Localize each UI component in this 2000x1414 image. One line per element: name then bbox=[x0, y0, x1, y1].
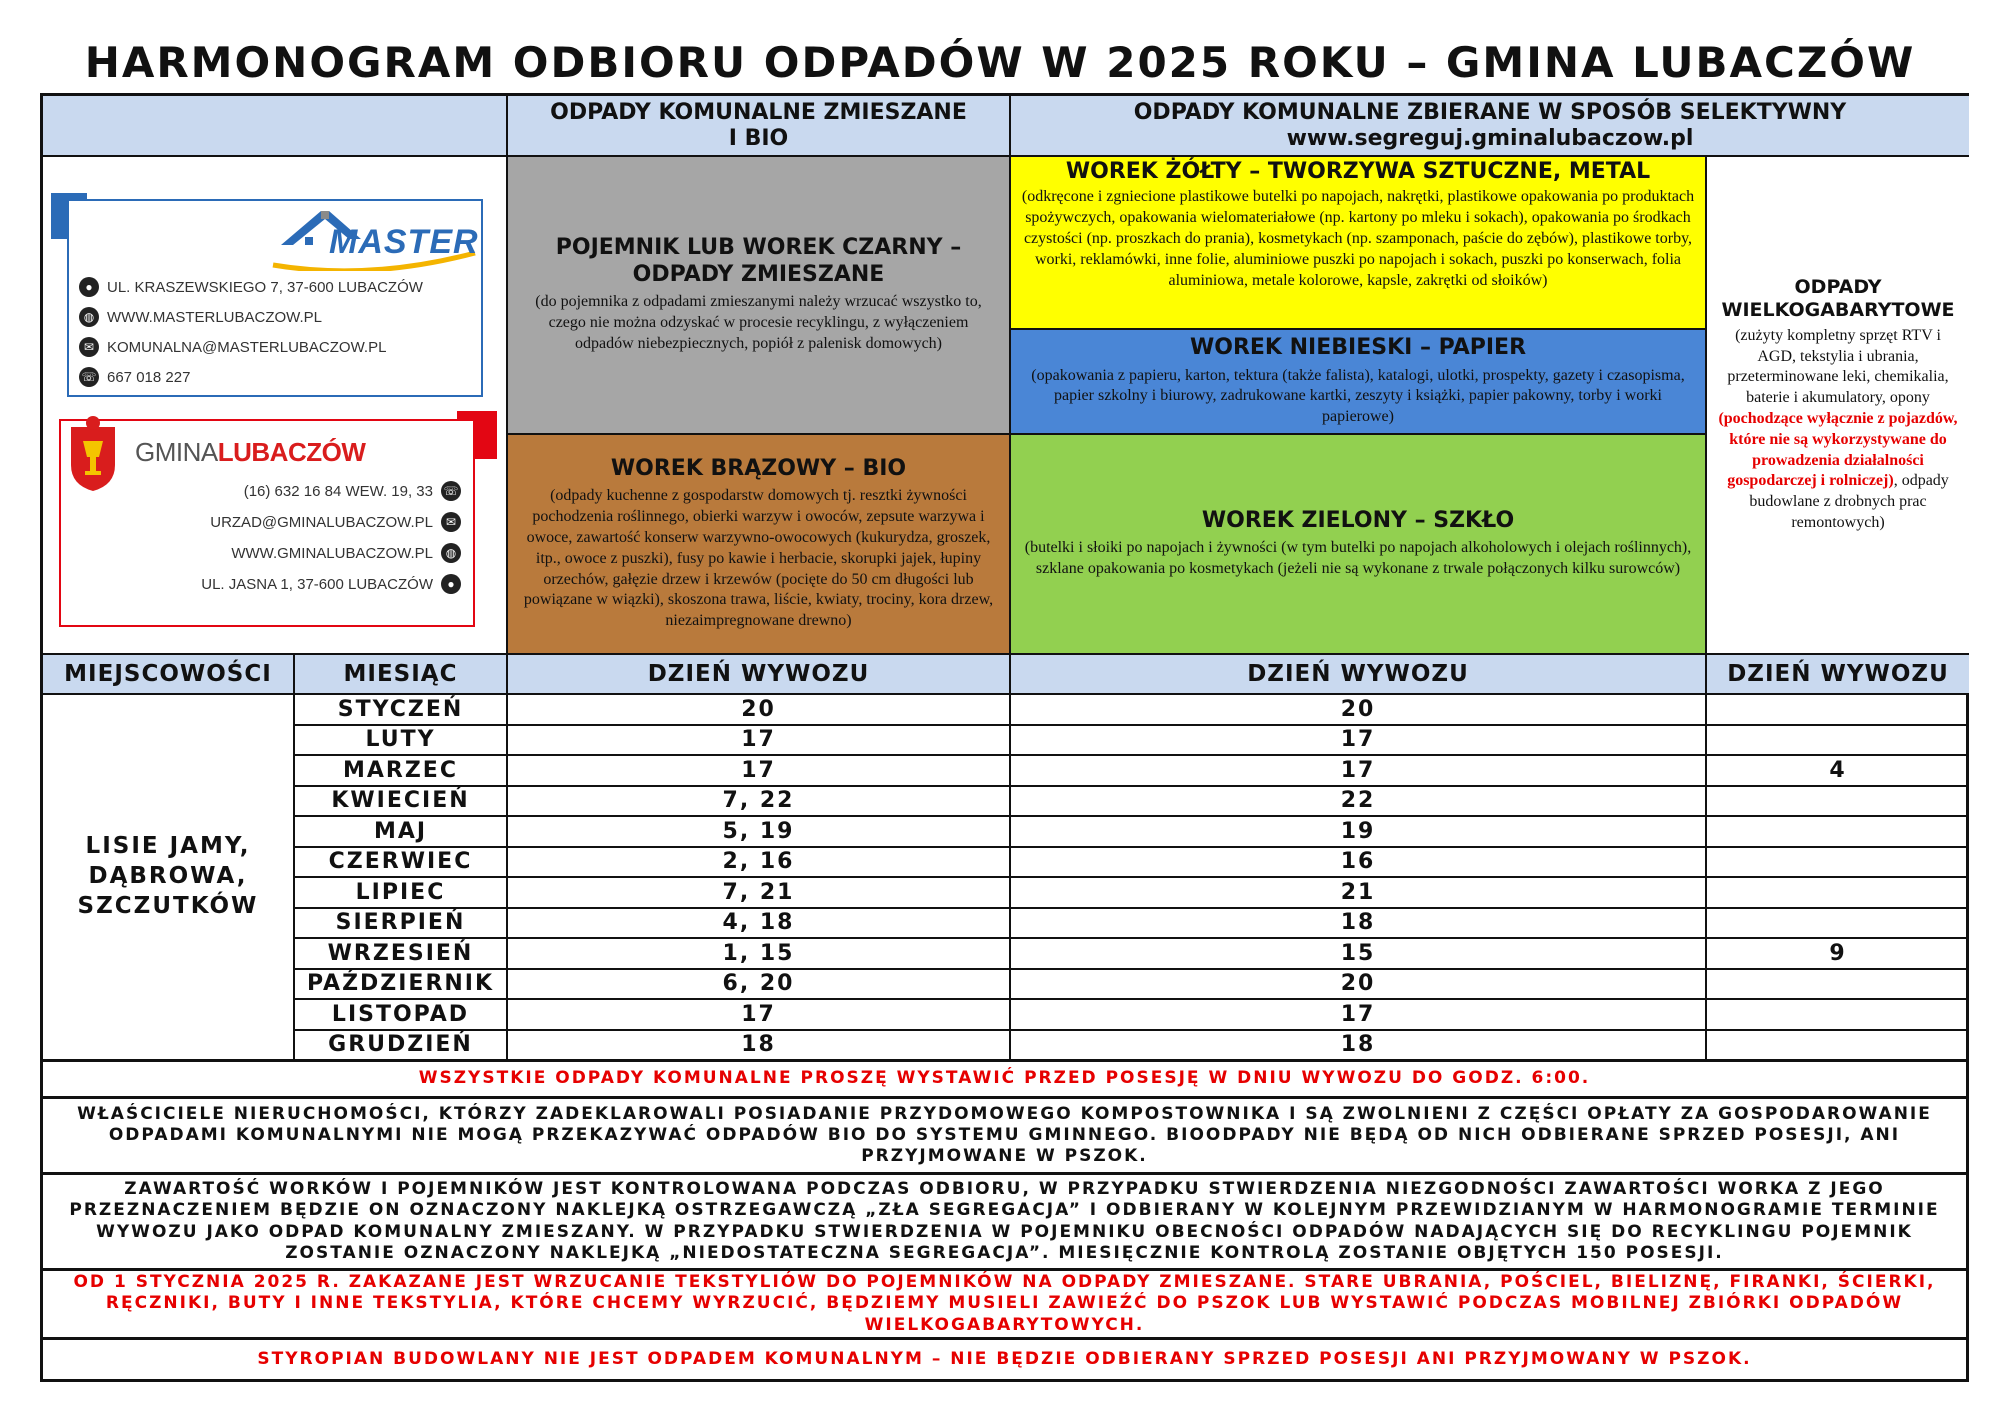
row-month: LISTOPAD bbox=[293, 998, 506, 1029]
row-month: KWIECIEŃ bbox=[293, 785, 506, 816]
gmina-email[interactable]: URZAD@GMINALUBACZOW.PL bbox=[210, 513, 433, 531]
bin-blue-desc: (opakowania z papieru, karton, tektura (także falista), katalogi, ulotki, prospekty, gazety i czasopisma, papier szkolny i biurowy, zadrukowane kartki, zeszyty i książki, papier pakowny, torby i worki papierowe) bbox=[1031, 366, 1685, 426]
bin-green-desc: (butelki i słoiki po napojach i żywności (w tym butelki po napojach alkoholowych i olejach roślinnych), szklane opakowania po kosmetykach (jeżeli nie są wykonane z trwale połączonych kilku surowców) bbox=[1024, 539, 1692, 578]
row-bulky-day bbox=[1705, 846, 1969, 877]
row-selective-day: 17 bbox=[1009, 754, 1705, 785]
master-address-row bbox=[79, 277, 423, 297]
mail-icon: ✉ bbox=[79, 337, 99, 357]
col-day-selective: DZIEŃ WYWOZU bbox=[1009, 653, 1705, 693]
gmina-email-row[interactable] bbox=[210, 512, 461, 532]
note-compost: WŁAŚCICIELE NIERUCHOMOŚCI, KTÓRZY ZADEKLAROWALI POSIADANIE PRZYDOMOWEGO KOMPOSTOWNIKA I SĄ ZWOLNIENI Z CZĘŚCI OPŁATY ZA GOSPODAROWANIE ODPADAMI KOMUNALNYMI NIE MOGĄ PRZEKAZYWAĆ ODPADÓW BIO DO SYSTEMU GMINNEGO. BIOODPADY NIE BĘDĄ OD NICH ODBIERANE SPRZED POSESJI, ANI PRZYJMOWANE W PSZOK. bbox=[43, 1096, 1966, 1172]
bin-bulky-red: (pochodzące wyłącznie z pojazdów, które nie są wykorzystywane do prowadzenia działalności gospodarczej i rolniczej) bbox=[1718, 410, 1958, 490]
phone-icon: ☏ bbox=[441, 481, 461, 501]
row-bulky-day bbox=[1705, 998, 1969, 1029]
master-brand: MASTER bbox=[329, 223, 479, 261]
master-email-row[interactable] bbox=[79, 337, 423, 357]
gmina-website-row[interactable] bbox=[231, 543, 461, 563]
row-selective-day: 18 bbox=[1009, 1029, 1705, 1060]
row-bulky-day: 4 bbox=[1705, 754, 1969, 785]
header-selective-line1: ODPADY KOMUNALNE ZBIERANE W SPOSÓB SELEKTYWNY bbox=[1133, 100, 1847, 126]
row-month: SIERPIEŃ bbox=[293, 907, 506, 938]
globe-icon: ◍ bbox=[441, 543, 461, 563]
gmina-crest-icon bbox=[65, 413, 121, 493]
bin-bulky-desc2: , odpady budowlane z drobnych prac remontowych) bbox=[1749, 472, 1949, 531]
bin-black-title: POJEMNIK LUB WOREK CZARNY – ODPADY ZMIESZANE bbox=[555, 235, 962, 287]
schedule-table bbox=[40, 93, 1969, 1382]
note-control: ZAWARTOŚĆ WORKÓW I POJEMNIKÓW JEST KONTROLOWANA PODCZAS ODBIORU, W PRZYPADKU STWIERDZENIA NIEZGODNOŚCI ZAWARTOŚCI WORKA Z JEGO PRZEZNACZENIEM BĘDZIE ON OZNACZONY NAKLEJKĄ OSTRZEGAWCZĄ „ZŁA SEGREGACJA” I ODBIERANY W KOLEJNYM PRZEWIDZIANYM W HARMONOGRAMIE TERMINIE WYWOZU JAKO ODPAD KOMUNALNY ZMIESZANY. W PRZYPADKU STWIERDZENIA W POJEMNIKU OBECNOŚCI ODPADÓW NADAJĄCYCH SIĘ DO RECYKLINGU POJEMNIK ZOSTANIE OZNACZONY NAKLEJKĄ „NIEDOSTATECZNA SEGREGACJA”. MIESIĘCZNIE KONTROLĄ ZOSTANIE OBJĘTYCH 150 POSESJI. bbox=[43, 1172, 1966, 1268]
row-bulky-day bbox=[1705, 815, 1969, 846]
master-email[interactable]: KOMUNALNA@MASTERLUBACZOW.PL bbox=[107, 338, 387, 356]
gmina-name-b: LUBACZÓW bbox=[217, 437, 366, 467]
row-month: LIPIEC bbox=[293, 876, 506, 907]
header-mixed bbox=[506, 96, 1009, 155]
bin-yellow-desc: (odkręcone i zgniecione plastikowe butelki po napojach, nakrętki, plastikowe opakowania po produktach spożywczych, opakowania wielomateriałowe (np. kartony po mleku i sokach), opakowania po środkach czystości (np. proszkach do prania), kosmetykach (np. szamponach, paście do zębów), plastikowe torby, worki, reklamówki, inne folie, aluminiowe puszki po napojach i sokach, puszki po konserwach, folia aluminiowa, metale kolorowe, kapsle, zakrętki od słoików) bbox=[1021, 188, 1695, 289]
col-day-mixed: DZIEŃ WYWOZU bbox=[506, 653, 1009, 693]
bin-blue-title: WOREK NIEBIESKI – PAPIER bbox=[1189, 335, 1527, 361]
row-mixed-day: 7, 22 bbox=[506, 785, 1009, 816]
bin-green bbox=[1009, 433, 1705, 653]
row-selective-day: 22 bbox=[1009, 785, 1705, 816]
gmina-phone: (16) 632 16 84 WEW. 19, 33 bbox=[243, 482, 433, 500]
row-selective-day: 17 bbox=[1009, 998, 1705, 1029]
logo-area bbox=[43, 155, 506, 653]
row-month: WRZESIEŃ bbox=[293, 937, 506, 968]
row-selective-day: 20 bbox=[1009, 693, 1705, 724]
location-pin-icon: ● bbox=[79, 277, 99, 297]
gmina-name bbox=[135, 437, 365, 468]
header-mixed-line2: I BIO bbox=[728, 125, 789, 151]
header-empty bbox=[43, 96, 506, 155]
bin-bulky-title: ODPADY WIELKOGABARYTOWE bbox=[1721, 276, 1955, 322]
gmina-address: UL. JASNA 1, 37-600 LUBACZÓW bbox=[201, 575, 433, 593]
row-mixed-day: 20 bbox=[506, 693, 1009, 724]
row-month: LUTY bbox=[293, 724, 506, 755]
phone-icon: ☏ bbox=[79, 367, 99, 387]
row-mixed-day: 6, 20 bbox=[506, 968, 1009, 999]
bin-yellow bbox=[1009, 155, 1705, 328]
col-places: MIEJSCOWOŚCI bbox=[43, 653, 293, 693]
mail-icon: ✉ bbox=[441, 512, 461, 532]
row-bulky-day bbox=[1705, 968, 1969, 999]
row-selective-day: 19 bbox=[1009, 815, 1705, 846]
row-month: PAŹDZIERNIK bbox=[293, 968, 506, 999]
row-month: GRUDZIEŃ bbox=[293, 1029, 506, 1060]
row-month: MAJ bbox=[293, 815, 506, 846]
col-day-bulky: DZIEŃ WYWOZU bbox=[1705, 653, 1969, 693]
row-mixed-day: 7, 21 bbox=[506, 876, 1009, 907]
row-mixed-day: 17 bbox=[506, 754, 1009, 785]
header-mixed-line1: ODPADY KOMUNALNE ZMIESZANE bbox=[550, 100, 967, 126]
master-phone-row bbox=[79, 367, 423, 387]
page-title: HARMONOGRAM ODBIORU ODPADÓW W 2025 ROKU – GMINA LUBACZÓW bbox=[84, 38, 1916, 87]
row-mixed-day: 18 bbox=[506, 1029, 1009, 1060]
gmina-website[interactable]: WWW.GMINALUBACZOW.PL bbox=[231, 544, 433, 562]
master-website[interactable]: WWW.MASTERLUBACZOW.PL bbox=[107, 308, 323, 326]
row-bulky-day: 9 bbox=[1705, 937, 1969, 968]
master-address: UL. KRASZEWSKIEGO 7, 37-600 LUBACZÓW bbox=[107, 278, 423, 296]
location-pin-icon: ● bbox=[441, 574, 461, 594]
gmina-name-a: GMINA bbox=[135, 437, 218, 467]
gmina-card bbox=[59, 419, 475, 627]
row-mixed-day: 1, 15 bbox=[506, 937, 1009, 968]
bin-black bbox=[506, 155, 1009, 433]
bin-blue bbox=[1009, 328, 1705, 433]
row-bulky-day bbox=[1705, 1029, 1969, 1060]
note-textiles: OD 1 STYCZNIA 2025 R. ZAKAZANE JEST WRZUCANIE TEKSTYLIÓW DO POJEMNIKÓW NA ODPADY ZMIESZANE. STARE UBRANIA, POŚCIEL, BIELIZNĘ, FIRANKI, ŚCIERKI, RĘCZNIKI, BUTY I INNE TEKSTYLIA, KTÓRE CHCEMY WYRZUCIĆ, BĘDZIEMY MUSIELI ZAWIEŹĆ DO PSZOK LUB WYSTAWIĆ PODCZAS MOBILNEJ ZBIÓRKI ODPADÓW WIELKOGABARYTOWYCH. bbox=[43, 1268, 1966, 1337]
header-selective bbox=[1009, 96, 1969, 155]
master-logo bbox=[269, 207, 479, 271]
row-selective-day: 18 bbox=[1009, 907, 1705, 938]
row-selective-day: 21 bbox=[1009, 876, 1705, 907]
row-month: STYCZEŃ bbox=[293, 693, 506, 724]
master-website-row[interactable] bbox=[79, 307, 423, 327]
row-mixed-day: 5, 19 bbox=[506, 815, 1009, 846]
bin-brown-title: WOREK BRĄZOWY – BIO bbox=[610, 456, 907, 482]
master-phone: 667 018 227 bbox=[107, 368, 191, 386]
row-month: CZERWIEC bbox=[293, 846, 506, 877]
header-selective-url[interactable]: www.segreguj.gminalubaczow.pl bbox=[1286, 125, 1694, 151]
globe-icon: ◍ bbox=[79, 307, 99, 327]
note-styrofoam: STYROPIAN BUDOWLANY NIE JEST ODPADEM KOMUNALNYM – NIE BĘDZIE ODBIERANY SPRZED POSESJI ANI PRZYJMOWANY W PSZOK. bbox=[43, 1337, 1966, 1379]
row-month: MARZEC bbox=[293, 754, 506, 785]
bin-bulky bbox=[1705, 155, 1969, 653]
row-bulky-day bbox=[1705, 785, 1969, 816]
row-mixed-day: 2, 16 bbox=[506, 846, 1009, 877]
row-mixed-day: 4, 18 bbox=[506, 907, 1009, 938]
bin-brown bbox=[506, 433, 1009, 653]
bin-bulky-desc1: (zużyty kompletny sprzęt RTV i AGD, tekstylia i ubrania, przeterminowane leki, chemikalia, baterie i akumulatory, opony bbox=[1727, 326, 1949, 407]
bin-yellow-title: WOREK ŻÓŁTY – TWORZYWA SZTUCZNE, METAL bbox=[1065, 159, 1651, 184]
row-mixed-day: 17 bbox=[506, 998, 1009, 1029]
bin-bulky-desc bbox=[1717, 326, 1959, 534]
bin-green-title: WOREK ZIELONY – SZKŁO bbox=[1201, 508, 1515, 533]
row-selective-day: 17 bbox=[1009, 724, 1705, 755]
row-selective-day: 20 bbox=[1009, 968, 1705, 999]
bin-brown-desc: (odpady kuchenne z gospodarstw domowych tj. resztki żywności pochodzenia roślinnego, obierki warzyw i owoców, zepsute warzywa i owoce, zawartość konserw warzywno-owocowych (kukurydza, groszek, itp., owoce z puszki), fusy po kawie i herbacie, skorupki jajek, łupiny orzechów, gałęzie drzew i krzewów (pocięte do 50 cm długości lub powiązane w wiązki), skoszona trawa, liście, kwiaty, trociny, kora drzew, niezaimpregnowane drewno) bbox=[523, 487, 994, 630]
gmina-address-row bbox=[201, 574, 461, 594]
row-bulky-day bbox=[1705, 693, 1969, 724]
master-card bbox=[67, 199, 483, 397]
row-bulky-day bbox=[1705, 724, 1969, 755]
row-selective-day: 15 bbox=[1009, 937, 1705, 968]
gmina-phone-row bbox=[244, 481, 461, 501]
col-month: MIESIĄC bbox=[293, 653, 506, 693]
bin-black-desc: (do pojemnika z odpadami zmieszanymi należy wrzucać wszystko to, czego nie można odzyskać w procesie recyklingu, z wyłączeniem odpadów niebezpiecznych, popiół z palenisk domowych) bbox=[535, 293, 982, 352]
places-text: LISIE JAMY, DĄBROWA, SZCZUTKÓW bbox=[77, 833, 259, 919]
note-deadline: WSZYSTKIE ODPADY KOMUNALNE PROSZĘ WYSTAWIĆ PRZED POSESJĘ W DNIU WYWOZU DO GODZ. 6:00. bbox=[43, 1059, 1966, 1096]
places-cell bbox=[43, 693, 293, 1059]
row-bulky-day bbox=[1705, 876, 1969, 907]
row-selective-day: 16 bbox=[1009, 846, 1705, 877]
row-bulky-day bbox=[1705, 907, 1969, 938]
row-mixed-day: 17 bbox=[506, 724, 1009, 755]
